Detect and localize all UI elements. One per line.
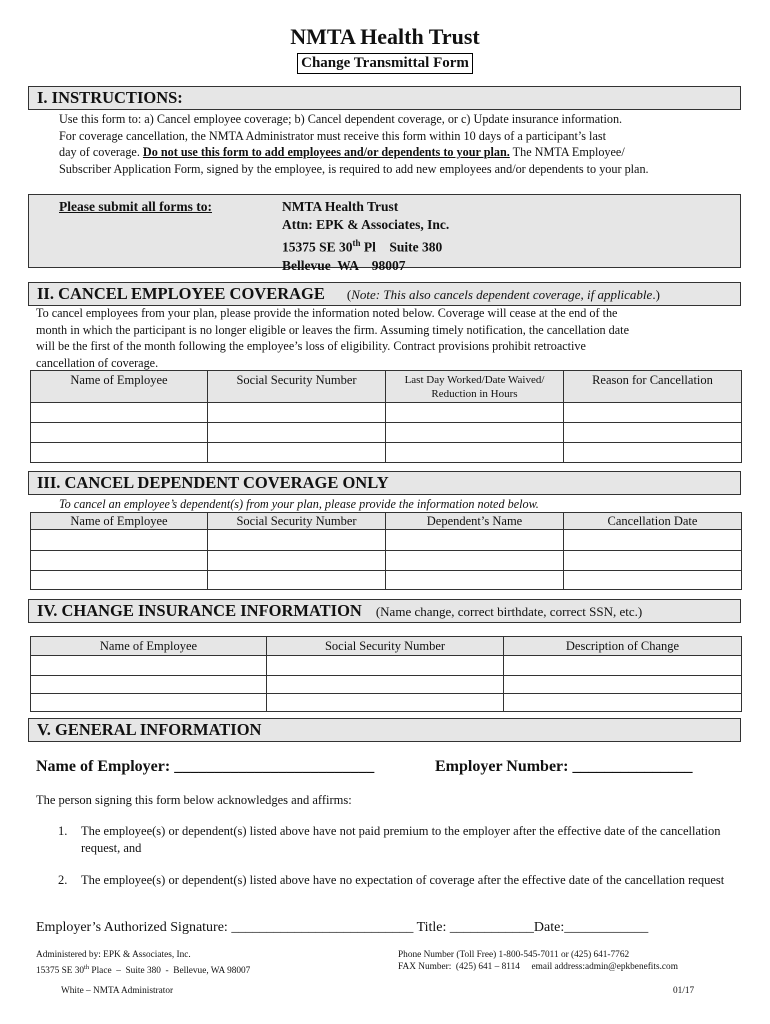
section-cancel-employee-heading (28, 282, 741, 306)
col-ssn: Social Security Number (208, 371, 386, 403)
entry-cell[interactable] (31, 551, 208, 571)
entry-cell[interactable] (31, 694, 267, 712)
address-org: NMTA Health Trust (282, 199, 399, 214)
signature-line[interactable]: Employer’s Authorized Signature: __________________________ Title: ____________Date:____________ (36, 920, 649, 935)
submit-address-box (28, 194, 741, 273)
instructions-warning: Do not use this form to add employees and/or dependents to your plan. (142, 145, 510, 159)
entry-cell[interactable] (31, 571, 208, 590)
table-row[interactable] (31, 656, 742, 676)
entry-cell[interactable] (208, 423, 386, 443)
entry-cell[interactable] (31, 656, 267, 676)
entry-cell[interactable] (31, 443, 208, 463)
instructions-line-4: Subscriber Application Form, signed by the employee, is required to add new employees and/or dependents to your plan. (59, 161, 649, 176)
col-dependent-name: Dependent’s Name (386, 513, 564, 530)
address-street: 15375 SE 30th Pl Suite 380 (282, 238, 443, 255)
address-attn: Attn: EPK & Associates, Inc. (282, 217, 450, 232)
table-header-row (31, 637, 742, 656)
cancel-dependent-heading-text: III. CANCEL DEPENDENT COVERAGE ONLY (37, 473, 389, 492)
table-row[interactable] (31, 676, 742, 694)
entry-cell[interactable] (208, 571, 386, 590)
col-ssn: Social Security Number (208, 513, 386, 530)
col-reason-for-cancellation: Reason for Cancellation (564, 371, 742, 403)
entry-cell[interactable] (208, 443, 386, 463)
employer-number-field[interactable]: Employer Number: _______________ (435, 758, 693, 775)
entry-cell[interactable] (564, 530, 742, 551)
table-row[interactable] (31, 571, 742, 590)
footer-address: 15375 SE 30th Place – Suite 380 - Bellevue, WA 98007 (36, 964, 251, 977)
cancel-dependent-note: To cancel an employee’s dependent(s) from your plan, please provide the information noted below. (59, 497, 539, 511)
section-change-insurance-heading (28, 599, 741, 623)
table-row[interactable] (31, 403, 742, 423)
entry-cell[interactable] (386, 571, 564, 590)
instructions-line-3: day of coverage. Do not use this form to add employees and/or dependents to your plan. The NMTA Employee/ (59, 145, 625, 159)
change-insurance-table (30, 636, 742, 712)
entry-cell[interactable] (564, 571, 742, 590)
entry-cell[interactable] (386, 403, 564, 423)
footer-admin: Administered by: EPK & Associates, Inc. (36, 950, 191, 960)
table-row[interactable] (31, 443, 742, 463)
cancel-employee-note: (Note: This also cancels dependent coverage, if applicable.) (346, 287, 660, 302)
entry-cell[interactable] (504, 656, 742, 676)
footer-revision: 01/17 (673, 986, 695, 996)
footer-fax-email: FAX Number: (425) 641 – 8114 email address:admin@epkbenefits.com (398, 962, 678, 972)
form-subtitle-wrap (0, 53, 770, 74)
entry-cell[interactable] (386, 530, 564, 551)
col-last-day-worked: Last Day Worked/Date Waived/ Reduction in Hours (386, 371, 564, 403)
col-ssn: Social Security Number (267, 637, 504, 656)
col-description-of-change: Description of Change (504, 637, 742, 656)
instructions-heading-text: I. INSTRUCTIONS: (37, 88, 183, 107)
address-city: Bellevue WA 98007 (282, 257, 406, 273)
instructions-line-2: For coverage cancellation, the NMTA Administrator must receive this form within 10 days of a participant’s last (59, 128, 606, 143)
section-cancel-dependent-heading (28, 471, 741, 495)
entry-cell[interactable] (564, 403, 742, 423)
entry-cell[interactable] (386, 423, 564, 443)
entry-cell[interactable] (31, 403, 208, 423)
entry-cell[interactable] (504, 676, 742, 694)
entry-cell[interactable] (386, 443, 564, 463)
entry-cell[interactable] (31, 676, 267, 694)
entry-cell[interactable] (208, 403, 386, 423)
col-name-of-employee: Name of Employee (31, 513, 208, 530)
cancel-employee-text: To cancel employees from your plan, please provide the information noted below. Coverage will cease at the end of the month in which the participant is no longer eligible or leaves the firm. Assuming timely notification, the cancellation date will be the first of the month following the employee’s loss of eligibility. Contract provisions prohibit retroactive cancellation of coverage. (36, 306, 629, 370)
general-info-heading-text: V. GENERAL INFORMATION (37, 720, 262, 739)
employer-name-field[interactable]: Name of Employer: _________________________ (36, 758, 375, 775)
entry-cell[interactable] (386, 551, 564, 571)
change-insurance-note: (Name change, correct birthdate, correct SSN, etc.) (375, 604, 643, 619)
form-title: NMTA Health Trust (290, 24, 480, 49)
table-row[interactable] (31, 694, 742, 712)
table-row[interactable] (31, 423, 742, 443)
col-name-of-employee: Name of Employee (31, 371, 208, 403)
change-insurance-heading-text: IV. CHANGE INSURANCE INFORMATION (37, 601, 362, 620)
instructions-text (59, 111, 749, 177)
entry-cell[interactable] (564, 423, 742, 443)
entry-cell[interactable] (208, 530, 386, 551)
col-cancellation-date: Cancellation Date (564, 513, 742, 530)
acknowledgement-text: The person signing this form below acknowledges and affirms: (36, 793, 352, 807)
table-header-row (31, 513, 742, 530)
entry-cell[interactable] (564, 551, 742, 571)
table-row[interactable] (31, 530, 742, 551)
submit-label: Please submit all forms to: (59, 199, 212, 214)
entry-cell[interactable] (31, 423, 208, 443)
table-header-row (31, 371, 742, 403)
cancel-employee-table (30, 370, 742, 463)
entry-cell[interactable] (267, 694, 504, 712)
entry-cell[interactable] (267, 656, 504, 676)
entry-cell[interactable] (267, 676, 504, 694)
col-name-of-employee: Name of Employee (31, 637, 267, 656)
submit-address (282, 198, 449, 275)
entry-cell[interactable] (31, 530, 208, 551)
entry-cell[interactable] (208, 551, 386, 571)
table-row[interactable] (31, 551, 742, 571)
section-instructions-heading (28, 86, 741, 110)
entry-cell[interactable] (564, 443, 742, 463)
form-page: NMTA Health Trust Change Transmittal Form I. INSTRUCTIONS: Use this form to: a) Cancel employee coverage; b) Cancel dependent coverage, or c) Update insurance information. For coverage cancellation, the NMTA Administrator must receive this form within 10 days of a participant’s last day of coverage. Do not use this form to add employees and/or dependents to your plan. The NMTA Employee/ Subscriber Application Form, signed by the employee, is required to add new employees and/or dependents to your plan. Please submit all forms to: NMTA Health Trust Attn: EPK & Associates, Inc. 15375 SE 30th Pl Suite 380 Bellevue WA 98007 II. CANCEL EMPLOYEE COVERAGE (Note: This also cancels dependent coverage, if applicable.) To cancel employees from your plan, please provide the information noted below. Coverage will cease at the end of the month in which the participant is no longer eligible or leaves the firm. Assuming timely notification, the cancellation date will be the first of the month following the employee’s loss of eligibility. Contract provisions prohibit retroactive cancellation of coverage. Name of Employee Social Security Number Last Day Worked/Date Waived/ Reduction in Hours Reason for Cancellation III. CANCEL DEPENDENT COVERAGE ONLY To cancel an employee’s dependent(s) from your plan, please provide the information noted below. Name of Employee Social Security Number Dependent’s Name Cancellation Date IV. CHANGE INSURANCE INFORMATION (Name change, correct birthdate, correct SSN, etc.) Name of Employee Social Security Number Description of Change V. GENERAL INFORMATION Name of Employer: _________________________ Employer Number: _______________ The person signing this form below acknowledges and affirms: 1. The employee(s) or dependent(s) listed above have not paid premium to the employer after the effective date of the cancellation request, and 2. The employee(s) or dependent(s) listed above have no expectation of coverage after the effective date of the cancellation request Employer’s Authorized Signature: __________________________ Title: ____________Date:____________ Administered by: EPK & Associates, Inc. 15375 SE 30th Place – Suite 380 - Bellevue, WA 98007 Phone Number (Toll Free) 1-800-545-7011 or (425) 641-7762 FAX Number: (425) 641 – 8114 email address:admin@epkbenefits.com White – NMTA Administrator 01/17 (0, 0, 770, 1024)
cancel-employee-heading-text: II. CANCEL EMPLOYEE COVERAGE (37, 284, 325, 303)
instructions-line-1: Use this form to: a) Cancel employee coverage; b) Cancel dependent coverage, or c) Update insurance information. (59, 112, 623, 126)
footer-phone: Phone Number (Toll Free) 1-800-545-7011 or (425) 641-7762 (398, 950, 630, 960)
form-subtitle: Change Transmittal Form (297, 53, 473, 74)
section-general-info-heading (28, 718, 741, 742)
footer-copy-label: White – NMTA Administrator (61, 986, 174, 996)
entry-cell[interactable] (504, 694, 742, 712)
cancel-dependent-table (30, 512, 742, 590)
